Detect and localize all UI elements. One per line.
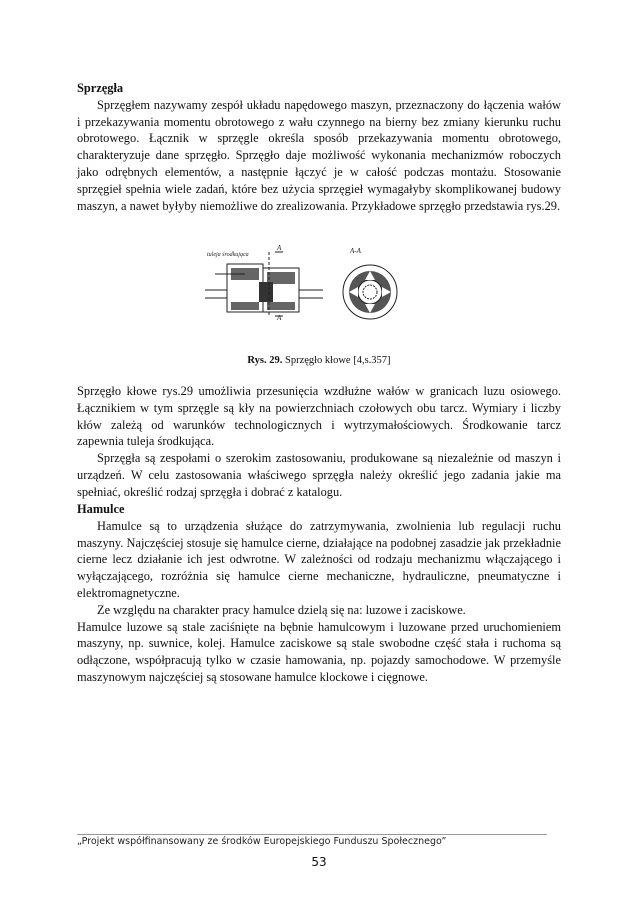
figure-claw-coupling — [205, 244, 435, 320]
caption-text: Sprzęgło kłowe [4,s.357] — [282, 355, 391, 366]
paragraph-brakes-types: Ze względu na charakter pracy hamulce dzielą się na: luzowe i zaciskowe. — [97, 602, 466, 617]
paragraph-couplings-intro: Sprzęgłem nazywamy zespół układu napędowego maszyn, przeznaczony do łączenia wałów i przekazywania momentu obrotowego z wału czynnego na bierny bez zmiany kierunku ruchu obrotowego. Łącznik w sprzęgle określa sposób przekazywania momentu obrotowego, charakteryzuje dane sprzęgło. Sprzęgło daje możliwość wykonania mechanizmów roboczych jako odrębnych elementów, a następnie łączyć je w całość podczas montażu. Stosowanie sprzęgieł spełnia wiele zadań, które bez użycia sprzęgieł wymagałyby skomplikowanej budowy maszyn, a nawet byłyby niemożliwe do zrealizowania. Przykładowe sprzęgło przedstawia rys.29. — [77, 97, 561, 213]
caption-number: Rys. 29. — [247, 355, 283, 366]
label-a-bottom: A — [277, 314, 282, 320]
page-number: 53 — [311, 855, 327, 869]
label-tuleja: tuleja środkująca — [207, 252, 249, 258]
paragraph-claw-coupling: Sprzęgło kłowe rys.29 umożliwia przesunięcia wzdłużne wałów w granicach luzu osiowego. Łącznikiem w tym sprzęgle są kły na powierzchniach czołowych obu tarcz. Wymiary i liczby kłów zależą od warunków technologicznych i wytrzymałościowych. Środkowanie tarcz zapewnia tuleja środkująca. — [77, 384, 561, 449]
section-claw-coupling — [77, 383, 561, 501]
section-brakes — [77, 501, 561, 686]
label-section-aa: A-A — [350, 247, 361, 255]
figure-caption — [0, 355, 638, 366]
footer-divider — [77, 834, 547, 835]
footer-text: „Projekt współfinansowany ze środków Europejskiego Funduszu Społecznego” — [77, 836, 447, 847]
heading-brakes: Hamulce — [77, 502, 125, 516]
coupling-end-view — [343, 265, 397, 319]
paragraph-brakes-details: Hamulce luzowe są stale zaciśnięte na bębnie hamulcowym i luzowane przed uruchomieniem maszyny, np. suwnice, kolej. Hamulce zaciskowe są stale swobodne część stała i ruchoma są odłączone, współpracują tylko w czasie hamowania, np. pojazdy samochodowe. W przemyśle maszynowym najczęściej są stosowane hamulce klockowe i cięgnowe. — [77, 619, 561, 684]
paragraph-couplings-application: Sprzęgła są zespołami o szerokim zastosowaniu, produkowane są niezależnie od maszyn i urządzeń. W celu zastosowania właściwego sprzęgła należy określić jego zadania jakie ma spełniać, określić rodzaj sprzęgła i dobrać z katalogu. — [77, 451, 561, 499]
label-a-top: A — [277, 244, 282, 252]
heading-couplings: Sprzęgła — [77, 81, 124, 95]
coupling-section-view — [205, 252, 323, 316]
section-couplings — [77, 80, 561, 214]
paragraph-brakes-intro: Hamulce są to urządzenia służące do zatrzymywania, zwolnienia lub regulacji ruchu maszyny. Najczęściej stosuje się hamulce cierne, działające na podobnej zasadzie jak przekładnie cierne lecz działanie ich jest odwrotne. W zależności od rodzaju mechanizmu włączającego i wyłączającego, rozróżnia się hamulce cierne mechaniczne, hydrauliczne, pneumatyczne i elektromagnetyczne. — [77, 518, 561, 600]
